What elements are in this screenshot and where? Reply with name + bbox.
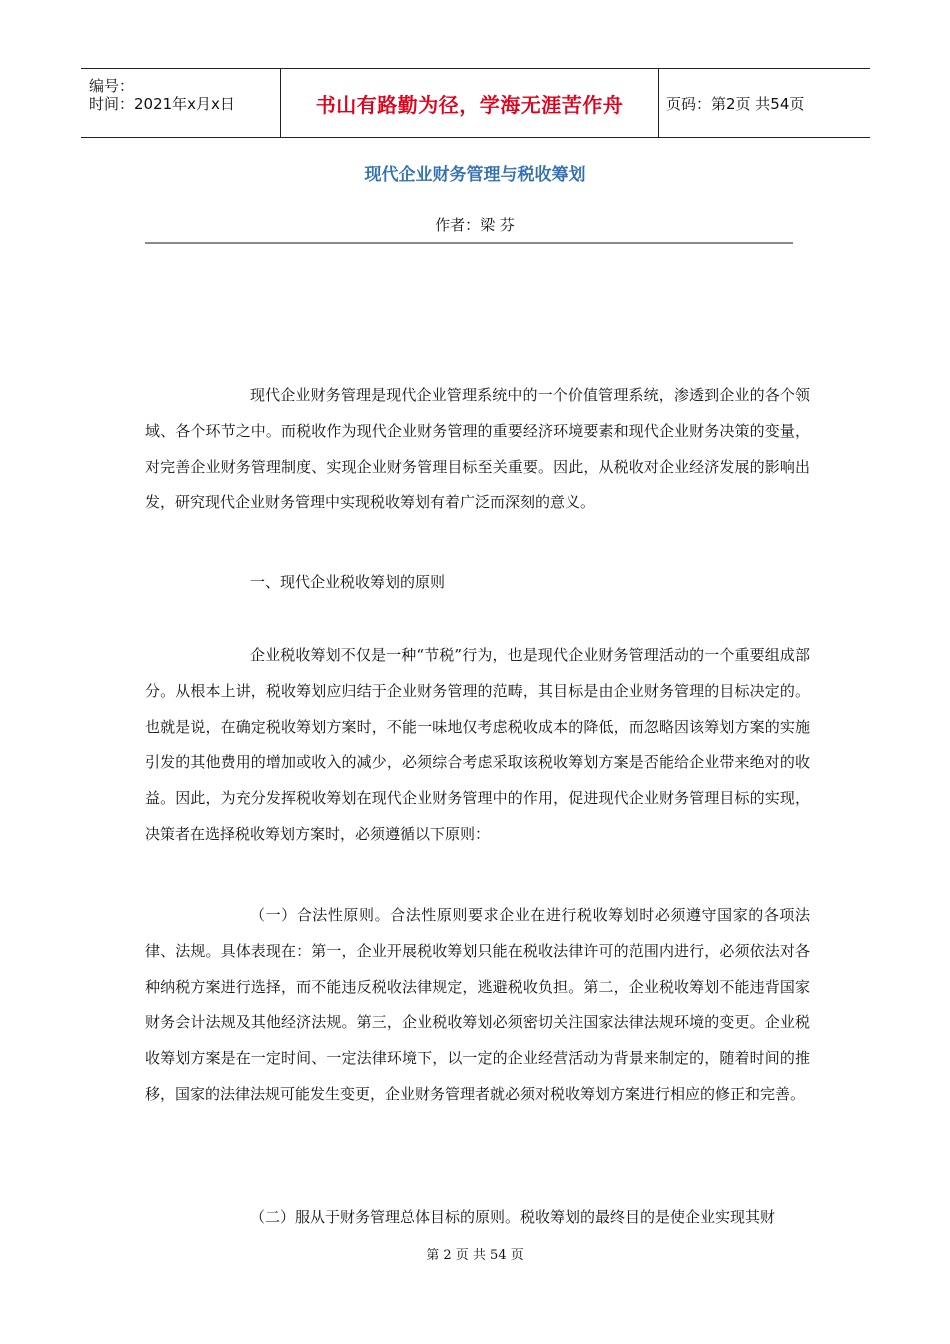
motto-text: 书山有路勤为径，学海无涯苦作舟 xyxy=(315,92,624,117)
document-title: 现代企业财务管理与税收筹划 xyxy=(364,165,586,185)
header-motto-cell xyxy=(281,69,659,137)
paragraph-tax-planning: 企业税收筹划不仅是一种“节税”行为，也是现代企业财务管理活动的一个重要组成部分。从根本上讲，税收筹划应归结于企业财务管理的范畴，其目标是由企业财务管理的目标决定的。也就是说，在确定税收筹划方案时，不能一味地仅考虑税收成本的降低，而忽略因该筹划方案的实施引发的其他费用的增加或收入的减少，必须综合考虑采取该税收筹划方案是否能给企业带来绝对的收益。因此，为充分发挥税收筹划在现代企业财务管理中的作用，促进现代企业财务管理目标的实现，决策者在选择税收筹划方案时，必须遵循以下原则： xyxy=(145,646,810,843)
header-page-info: 页码：第2页 共54页 xyxy=(666,94,805,113)
number-label: 编号： xyxy=(89,77,135,95)
header-table xyxy=(81,68,870,138)
time-label: 时间：2021年x月x日 xyxy=(89,95,235,113)
paragraph-legality-principle: （一）合法性原则。合法性原则要求企业在进行税收筹划时必须遵守国家的各项法律、法规。具体表现在：第一，企业开展税收筹划只能在税收法律许可的范围内进行，必须依法对各种纳税方案进行选择，而不能违反税收法律规定，逃避税收负担。第二，企业税收筹划不能违背国家财务会计法规及其他经济法规。第三，企业税收筹划必须密切关注国家法律法规环境的变更。企业税收筹划方案是在一定时间、一定法律环境下，以一定的企业经营活动为背景来制定的，随着时间的推移，国家的法律法规可能发生变更，企业财务管理者就必须对税收筹划方案进行相应的修正和完善。 xyxy=(145,906,810,1103)
title-divider xyxy=(145,242,793,244)
document-author: 作者：梁 芬 xyxy=(435,216,515,234)
section-heading: 一、现代企业税收筹划的原则 xyxy=(250,573,446,591)
paragraph-intro: 现代企业财务管理是现代企业管理系统中的一个价值管理系统，渗透到企业的各个领域、各个环节之中。而税收作为现代企业财务管理的重要经济环境要素和现代企业财务决策的变量，对完善企业财务管理制度、实现企业财务管理目标至关重要。因此，从税收对企业经济发展的影响出发，研究现代企业财务管理中实现税收筹划有着广泛而深刻的意义。 xyxy=(145,386,810,512)
header-meta-cell xyxy=(81,69,281,137)
page-footer: 第 2 页 共 54 页 xyxy=(426,1248,524,1263)
paragraph-goal-principle: （二）服从于财务管理总体目标的原则。税收筹划的最终目的是使企业实现其财 xyxy=(250,1208,776,1226)
